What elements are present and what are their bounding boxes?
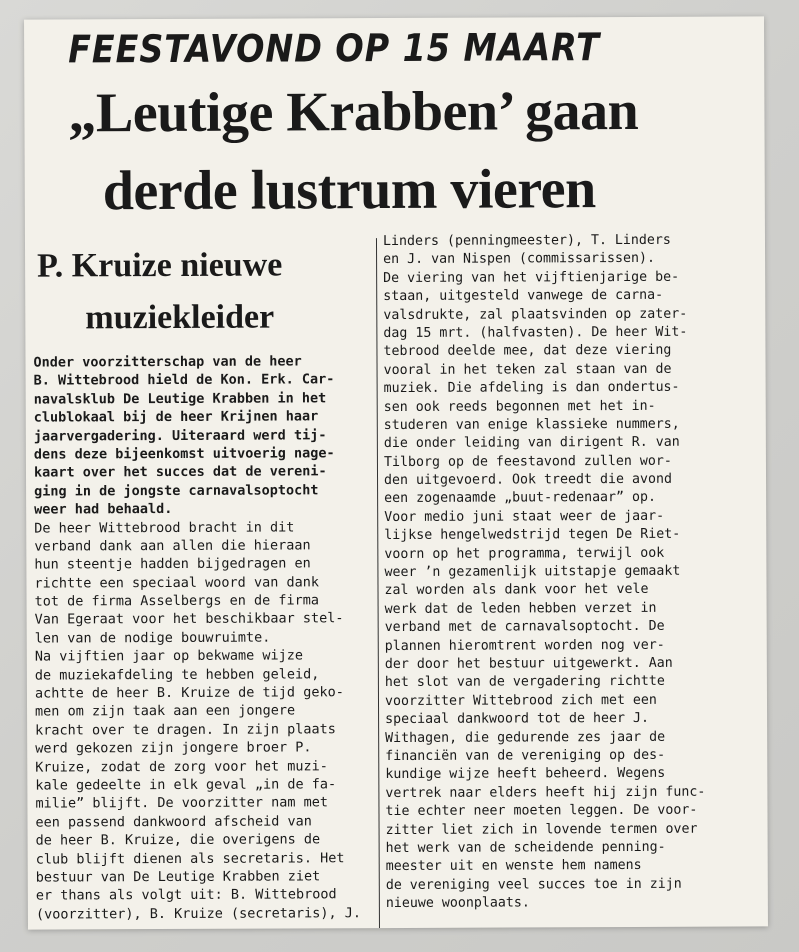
text-line: hun steentje hadden bijgedragen en (34, 555, 311, 573)
text-line: kaart over het succes dat de vereni- (33, 463, 327, 481)
text-line: sen ook reeds begonnen met het in- (383, 397, 656, 415)
text-line: kundige wijze heeft beheerd. Wegens (385, 765, 666, 783)
text-line: Na vijftien jaar op bekwame wijze (34, 647, 304, 665)
text-line: het slot van de vergadering richtte (384, 673, 665, 691)
text-line: studeren van enige klassieke nummers, (383, 415, 680, 433)
subheading-line-1: P. Kruize nieuwe (37, 246, 283, 285)
text-line: meester uit en wenste hem namens (385, 857, 642, 875)
text-line: het werk van de scheidende penning- (385, 838, 666, 856)
text-line: vertrek naar elders heeft hij zijn func- (385, 783, 706, 801)
text-line: Onder voorzitterschap van de heer (33, 353, 302, 371)
text-line: navalsklub De Leutige Krabben in het (33, 390, 327, 408)
text-line: De heer Wittebrood bracht in dit (34, 518, 295, 537)
text-line: een passend dankwoord afscheid van (35, 813, 312, 831)
text-line: Tilborg op de feestavond zullen wor- (383, 452, 672, 470)
text-line: de vereniging veel succes toe in zijn (385, 875, 682, 893)
text-line: tie echter neer moeten leggen. De voor- (385, 801, 698, 820)
text-line: lijkse hengelwedstrijd tegen De Riet- (384, 526, 681, 544)
text-line: (voorzitter), B. Kruize (secretaris), J. (35, 904, 362, 923)
text-line: er thans als volgt uit: B. Wittebrood (35, 886, 337, 904)
text-line: de heer B. Kruize, die overigens de (35, 831, 321, 849)
text-line: speciaal dankwoord tot de heer J. (385, 710, 650, 728)
text-line: De viering van het vijftienjarige be- (383, 268, 680, 286)
text-line: clublokaal bij de heer Krijnen haar (33, 408, 319, 426)
text-line: een zogenaamde „buut-redenaar” op. (384, 489, 657, 507)
text-line: plannen hieromtrent worden nog ver- (384, 636, 665, 654)
text-line: milie” blijft. De voorzitter nam met (35, 794, 329, 812)
text-line: staan, uitgesteld vanwege de carna- (383, 287, 664, 305)
text-line: de muziekafdeling te hebben geleid, (34, 665, 320, 684)
text-line: en J. van Nispen (commissarissen). (383, 250, 656, 268)
text-line: B. Wittebrood hield de Kon. Erk. Car- (33, 371, 335, 389)
text-line: Van Egeraat voor het beschikbaar stel- (34, 610, 344, 629)
text-line: achtte de heer B. Kruize de tijd geko- (34, 684, 344, 702)
right-column (383, 230, 764, 912)
text-line: dag 15 mrt. (halfvasten). De heer Wit- (383, 323, 688, 342)
text-line: voorn op het programma, terwijl ook (384, 544, 665, 562)
text-line: vooral in het teken zal staan van de (383, 360, 672, 378)
text-line: Kruize, zodat de zorg voor het muzi- (35, 757, 328, 776)
text-line: verband dank aan allen die hieraan (34, 537, 311, 555)
text-line: dens deze bijeenkomst uitvoerig nage- (33, 445, 335, 463)
text-line: Withagen, die gedurende zes jaar de (385, 728, 666, 746)
text-line: Voor medio juni staat weer de jaar- (384, 507, 665, 525)
text-line: zal worden als dank voor het vele (384, 581, 649, 599)
text-line: ging in de jongste carnavalsoptocht (34, 482, 319, 500)
text-line: kracht over te dragen. In zijn plaats (35, 721, 336, 739)
text-line: jaarvergadering. Uiteraard werd tij- (33, 426, 327, 445)
left-column (33, 352, 373, 924)
text-line: tot de firma Asselbergs en de firma (34, 592, 320, 610)
text-line: richtte een speciaal woord van dank (34, 574, 319, 592)
text-line: len van de nodige bouwruimte. (34, 629, 271, 647)
text-line: voorzitter Wittebrood zich met een (384, 691, 657, 709)
newspaper-clipping (24, 16, 768, 929)
text-line: den uitgevoerd. Ook treedt die avond (383, 470, 672, 489)
text-line: der door het bestuur uitgewerkt. Aan (384, 654, 673, 673)
kicker-heading: FEESTAVOND OP 15 MAART (68, 25, 600, 72)
headline-line-1: „Leutige Krabben’ gaan (68, 79, 639, 145)
text-line: muziek. Die afdeling is dan ondertus- (383, 378, 680, 397)
text-line: valsdrukte, zal plaatsvinden op zater- (383, 305, 688, 323)
headline-line-2: derde lustrum vieren (102, 158, 596, 223)
subheading-line-2: muziekleider (85, 298, 275, 337)
text-line: weer ’n gezamenlijk uitstapje gemaakt (384, 562, 681, 581)
text-line: nieuwe woonplaats. (385, 894, 530, 912)
text-line: Linders (penningmeester), T. Linders (382, 231, 671, 250)
text-line: kale gedeelte in elk geval „in de fa- (35, 776, 337, 794)
text-line: men om zijn taak aan een jongere (35, 702, 296, 720)
text-line: bestuur van De Leutige Krabben ziet (35, 868, 321, 886)
text-line: zitter liet zich in lovende termen over (385, 820, 698, 838)
column-divider (376, 238, 380, 928)
text-line: die onder leiding van dirigent R. van (383, 434, 680, 452)
text-line: weer had behaald. (34, 501, 173, 518)
text-line: tebrood deelde mee, dat deze viering (383, 342, 672, 360)
text-line: verband met de carnavalsoptocht. De (384, 618, 665, 636)
text-line: club blijft dienen als secretaris. Het (35, 849, 345, 868)
text-line: werd gekozen zijn jongere broer P. (35, 739, 312, 757)
text-line: financiën van de vereniging op des- (385, 746, 666, 764)
text-line: werk dat de leden hebben verzet in (384, 599, 657, 617)
